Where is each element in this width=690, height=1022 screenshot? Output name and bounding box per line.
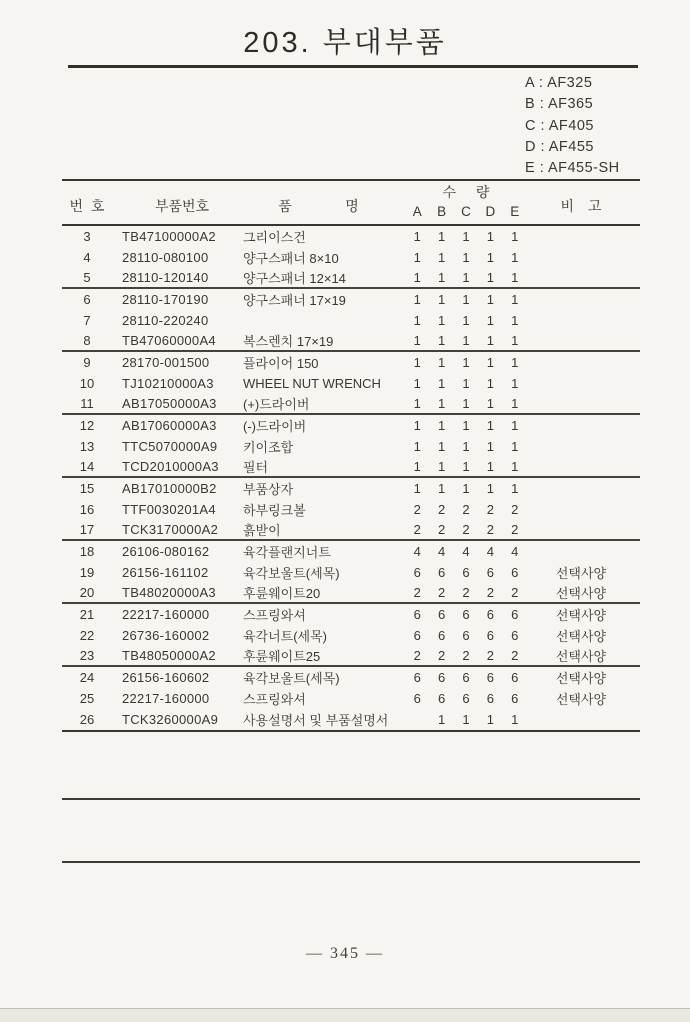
part-number: 26156-161102	[122, 565, 209, 580]
qty-d: 4	[486, 544, 494, 559]
qty-a: 1	[413, 292, 421, 307]
header-col-a: A	[412, 204, 422, 219]
quantity-cells	[405, 648, 527, 663]
qty-b: 6	[437, 565, 446, 580]
part-name: 흙받이	[243, 523, 281, 538]
quantity-cells	[405, 712, 527, 727]
remark: 선택사양	[555, 608, 607, 623]
qty-d: 1	[486, 333, 494, 348]
qty-a: 1	[413, 376, 421, 391]
qty-c: 6	[462, 670, 470, 685]
row-number: 6	[83, 292, 91, 307]
qty-c: 1	[462, 481, 470, 496]
qty-d: 1	[486, 250, 494, 265]
part-number: 28170-001500	[122, 355, 210, 370]
qty-a: 6	[413, 628, 421, 643]
qty-b: 1	[437, 292, 446, 307]
footer-rule-1	[62, 798, 640, 800]
table-row	[62, 499, 640, 520]
quantity-cells	[405, 418, 527, 433]
qty-c: 1	[462, 355, 470, 370]
qty-b: 2	[437, 585, 446, 600]
quantity-cells	[405, 670, 527, 685]
qty-d: 1	[486, 459, 494, 474]
row-number: 8	[83, 333, 91, 348]
part-name: 양구스패너 8×10	[243, 251, 339, 266]
table-row	[62, 436, 640, 457]
qty-a: 2	[413, 522, 421, 537]
qty-d: 2	[486, 585, 494, 600]
quantity-cells	[405, 355, 527, 370]
qty-a: 2	[413, 585, 421, 600]
quantity-cells	[405, 333, 527, 348]
qty-d: 6	[486, 691, 494, 706]
qty-a: 2	[413, 648, 421, 663]
remark: 선택사양	[555, 566, 607, 581]
qty-c: 6	[462, 607, 470, 622]
qty-e: 1	[511, 459, 519, 474]
part-name: 후륜웨이트25	[243, 649, 321, 664]
part-number: 26736-160002	[122, 628, 210, 643]
qty-b: 1	[437, 229, 446, 244]
row-number: 26	[79, 712, 95, 727]
part-number: TTF0030201A4	[122, 502, 216, 517]
part-name: 육각보울트(세목)	[243, 566, 340, 581]
table-row	[62, 667, 640, 688]
table-body	[62, 226, 640, 732]
qty-c: 2	[462, 648, 470, 663]
qty-e: 6	[511, 607, 519, 622]
quantity-cells	[405, 544, 527, 559]
qty-a: 1	[413, 270, 421, 285]
qty-b: 1	[437, 418, 446, 433]
header-model-letters	[405, 204, 527, 219]
table-row	[62, 394, 640, 415]
qty-e: 1	[511, 313, 519, 328]
qty-e: 1	[511, 229, 519, 244]
qty-d: 6	[486, 607, 494, 622]
qty-b: 6	[437, 607, 446, 622]
quantity-cells	[405, 292, 527, 307]
qty-e: 1	[511, 333, 519, 348]
qty-e: 6	[511, 691, 519, 706]
qty-b: 1	[437, 712, 446, 727]
qty-d: 1	[486, 418, 494, 433]
remark: 선택사양	[555, 629, 607, 644]
quantity-cells	[405, 585, 527, 600]
part-name: 필터	[243, 460, 269, 475]
quantity-cells	[405, 313, 527, 328]
qty-c: 4	[462, 544, 470, 559]
qty-a: 1	[413, 229, 421, 244]
part-name: 복스렌치 17×19	[243, 334, 334, 349]
qty-b: 1	[437, 376, 446, 391]
qty-a: 6	[413, 691, 421, 706]
part-number: TCD2010000A3	[122, 459, 219, 474]
qty-a: 1	[413, 459, 421, 474]
part-name: (-)드라이버	[243, 419, 307, 434]
part-name: 육각보울트(세목)	[243, 671, 340, 686]
qty-e: 1	[511, 418, 519, 433]
legend-item-b: B : AF365	[525, 96, 594, 113]
part-name: 양구스패너 12×14	[243, 271, 346, 286]
qty-c: 1	[462, 439, 470, 454]
header-remarks: 비 고	[560, 198, 602, 214]
qty-e: 1	[511, 712, 519, 727]
part-number: 28110-220240	[122, 313, 209, 328]
row-number: 3	[83, 229, 91, 244]
table-row	[62, 625, 640, 646]
part-name: 육각플랜지너트	[243, 545, 331, 560]
qty-e: 1	[511, 396, 519, 411]
qty-a: 6	[413, 565, 421, 580]
qty-a: 1	[413, 333, 421, 348]
qty-c: 6	[462, 691, 470, 706]
table-row	[62, 478, 640, 499]
qty-a: 1	[413, 313, 421, 328]
qty-e: 1	[511, 270, 519, 285]
row-number: 7	[83, 313, 91, 328]
table-row	[62, 373, 640, 394]
part-name: 하부링크볼	[243, 503, 306, 518]
qty-c: 2	[462, 502, 470, 517]
part-name: 플라이어 150	[243, 356, 319, 371]
row-number: 19	[79, 565, 95, 580]
qty-b: 1	[437, 355, 446, 370]
table-row	[62, 310, 640, 331]
qty-c: 1	[462, 292, 470, 307]
qty-a: 4	[413, 544, 421, 559]
legend-item-a: A : AF325	[525, 75, 593, 91]
row-number: 18	[79, 544, 95, 559]
part-number: TCK3260000A9	[122, 712, 219, 727]
table-row	[62, 709, 640, 730]
qty-d: 1	[486, 313, 494, 328]
part-name: WHEEL NUT WRENCH	[243, 376, 381, 391]
scan-edge	[0, 1008, 690, 1022]
part-number: TB47060000A4	[122, 333, 216, 348]
qty-d: 6	[486, 628, 494, 643]
qty-c: 1	[462, 313, 470, 328]
qty-e: 6	[511, 628, 519, 643]
part-number: 28110-170190	[122, 292, 209, 307]
qty-e: 1	[511, 250, 519, 265]
header-col-c: C	[461, 204, 471, 219]
qty-e: 1	[511, 292, 519, 307]
table-row	[62, 289, 640, 310]
legend-item-d: D : AF455	[525, 138, 594, 155]
part-name: 육각너트(세목)	[243, 629, 328, 644]
qty-a: 1	[413, 418, 421, 433]
quantity-cells	[405, 628, 527, 643]
qty-d: 6	[486, 670, 494, 685]
legend-item-c: C : AF405	[525, 117, 594, 134]
part-number: 26106-080162	[122, 544, 210, 559]
qty-c: 1	[462, 418, 470, 433]
quantity-cells	[405, 396, 527, 411]
qty-b: 6	[437, 628, 446, 643]
part-number: TB48020000A3	[122, 585, 216, 600]
row-number: 24	[79, 670, 95, 685]
qty-c: 2	[462, 522, 470, 537]
table-row	[62, 331, 640, 352]
footer-rule-2	[62, 861, 640, 863]
qty-b: 2	[437, 502, 446, 517]
table-row	[62, 646, 640, 667]
quantity-cells	[405, 522, 527, 537]
quantity-cells	[405, 250, 527, 265]
part-name: 사용설명서 및 부품설명서	[243, 713, 389, 728]
part-number: 28110-080100	[122, 250, 209, 265]
quantity-cells	[405, 565, 527, 580]
qty-a	[405, 712, 429, 727]
part-number: 22217-160000	[122, 607, 210, 622]
qty-d: 1	[486, 376, 494, 391]
part-name: 후륜웨이트20	[243, 586, 321, 601]
header-name-right: 명	[345, 198, 359, 214]
table-row	[62, 268, 640, 289]
legend-item-e: E : AF455-SH	[525, 160, 620, 177]
qty-c: 1	[462, 270, 470, 285]
part-number: AB17050000A3	[122, 396, 217, 411]
qty-b: 4	[437, 544, 446, 559]
qty-e: 1	[511, 439, 519, 454]
part-number: TB48050000A2	[122, 648, 216, 663]
remark: 선택사양	[555, 649, 607, 664]
quantity-cells	[405, 607, 527, 622]
qty-e: 2	[511, 502, 519, 517]
qty-b: 2	[437, 648, 446, 663]
model-legend	[525, 73, 655, 179]
quantity-cells	[405, 481, 527, 496]
qty-d: 1	[486, 270, 494, 285]
table-row	[62, 247, 640, 268]
row-number: 13	[79, 439, 95, 454]
qty-d: 1	[486, 712, 494, 727]
qty-d: 2	[486, 502, 494, 517]
qty-a: 2	[413, 502, 421, 517]
row-number: 9	[83, 355, 91, 370]
quantity-cells	[405, 439, 527, 454]
part-name: 그리이스건	[243, 230, 306, 245]
qty-d: 2	[486, 522, 494, 537]
qty-c: 1	[462, 712, 470, 727]
qty-a: 1	[413, 396, 421, 411]
qty-c: 6	[462, 628, 470, 643]
qty-e: 1	[511, 481, 519, 496]
part-name: 부품상자	[243, 482, 294, 497]
quantity-cells	[405, 376, 527, 391]
part-number: TTC5070000A9	[122, 439, 218, 454]
qty-c: 6	[462, 565, 470, 580]
qty-e: 6	[511, 565, 519, 580]
title-rule	[68, 65, 638, 68]
remark: 선택사양	[555, 692, 607, 707]
qty-a: 6	[413, 670, 421, 685]
page-title: 203. 부대부품	[243, 27, 447, 59]
table-row	[62, 541, 640, 562]
part-number: 28110-120140	[122, 270, 209, 285]
part-name: 양구스패너 17×19	[243, 293, 346, 308]
table-row	[62, 583, 640, 604]
qty-b: 1	[437, 481, 446, 496]
qty-d: 1	[486, 481, 494, 496]
row-number: 10	[79, 376, 95, 391]
header-col-d: D	[485, 204, 496, 219]
qty-e: 4	[511, 544, 519, 559]
row-number: 5	[83, 270, 91, 285]
remark: 선택사양	[555, 586, 607, 601]
quantity-cells	[405, 229, 527, 244]
qty-d: 1	[486, 439, 494, 454]
qty-d: 1	[486, 355, 494, 370]
row-number: 20	[79, 585, 95, 600]
table-row	[62, 226, 640, 247]
table-row	[62, 562, 640, 583]
table-row	[62, 457, 640, 478]
qty-e: 1	[511, 355, 519, 370]
qty-e: 2	[511, 648, 519, 663]
qty-b: 1	[437, 313, 446, 328]
part-number: TB47100000A2	[122, 229, 216, 244]
table-row	[62, 352, 640, 373]
header-quantity: 수 량	[442, 184, 490, 200]
qty-b: 1	[437, 250, 446, 265]
table-row	[62, 415, 640, 436]
row-number: 16	[79, 502, 95, 517]
quantity-cells	[405, 502, 527, 517]
qty-d: 1	[486, 396, 494, 411]
remark: 선택사양	[555, 671, 607, 686]
qty-c: 1	[462, 459, 470, 474]
qty-c: 1	[462, 396, 470, 411]
row-number: 12	[79, 418, 95, 433]
qty-c: 1	[462, 250, 470, 265]
qty-a: 1	[413, 355, 421, 370]
qty-d: 1	[486, 292, 494, 307]
table-row	[62, 520, 640, 541]
qty-e: 1	[511, 376, 519, 391]
qty-d: 2	[486, 648, 494, 663]
row-number: 23	[79, 648, 95, 663]
qty-e: 2	[511, 585, 519, 600]
quantity-cells	[405, 459, 527, 474]
row-number: 4	[83, 250, 91, 265]
qty-c: 1	[462, 333, 470, 348]
part-number: 26156-160602	[122, 670, 210, 685]
table-row	[62, 688, 640, 709]
row-number: 22	[79, 628, 95, 643]
qty-a: 1	[413, 439, 421, 454]
qty-c: 1	[462, 229, 470, 244]
parts-table	[62, 179, 640, 732]
row-number: 15	[79, 481, 95, 496]
part-number: AB17010000B2	[122, 481, 217, 496]
part-name: 스프링와셔	[243, 608, 306, 623]
table-row	[62, 604, 640, 625]
qty-e: 6	[511, 670, 519, 685]
qty-a: 1	[413, 481, 421, 496]
qty-b: 1	[437, 439, 446, 454]
part-name: (+)드라이버	[243, 397, 310, 412]
part-name: 스프링와셔	[243, 692, 306, 707]
part-number: TCK3170000A2	[122, 522, 219, 537]
qty-d: 1	[486, 229, 494, 244]
qty-d: 6	[486, 565, 494, 580]
header-col-b: B	[437, 204, 447, 219]
qty-b: 1	[437, 270, 446, 285]
qty-a: 1	[413, 250, 421, 265]
header-name-left: 품	[278, 198, 292, 214]
qty-c: 2	[462, 585, 470, 600]
qty-b: 2	[437, 522, 446, 537]
header-number: 번 호	[69, 198, 105, 214]
row-number: 11	[80, 396, 94, 411]
qty-b: 6	[437, 670, 446, 685]
qty-c: 1	[462, 376, 470, 391]
part-number: AB17060000A3	[122, 418, 217, 433]
qty-b: 6	[437, 691, 446, 706]
qty-b: 1	[437, 459, 446, 474]
qty-a: 6	[413, 607, 421, 622]
qty-b: 1	[437, 396, 446, 411]
qty-e: 2	[511, 522, 519, 537]
row-number: 21	[79, 607, 95, 622]
row-number: 25	[79, 691, 95, 706]
quantity-cells	[405, 691, 527, 706]
part-number: 22217-160000	[122, 691, 210, 706]
quantity-cells	[405, 270, 527, 285]
page-number: — 345 —	[306, 945, 384, 962]
header-part-number: 부품번호	[154, 198, 210, 214]
part-name: 키이조합	[243, 440, 294, 455]
row-number: 14	[79, 459, 95, 474]
part-number: TJ10210000A3	[122, 376, 214, 391]
header-col-e: E	[510, 204, 520, 219]
qty-b: 1	[437, 333, 446, 348]
row-number: 17	[79, 522, 95, 537]
table-header	[62, 179, 640, 226]
